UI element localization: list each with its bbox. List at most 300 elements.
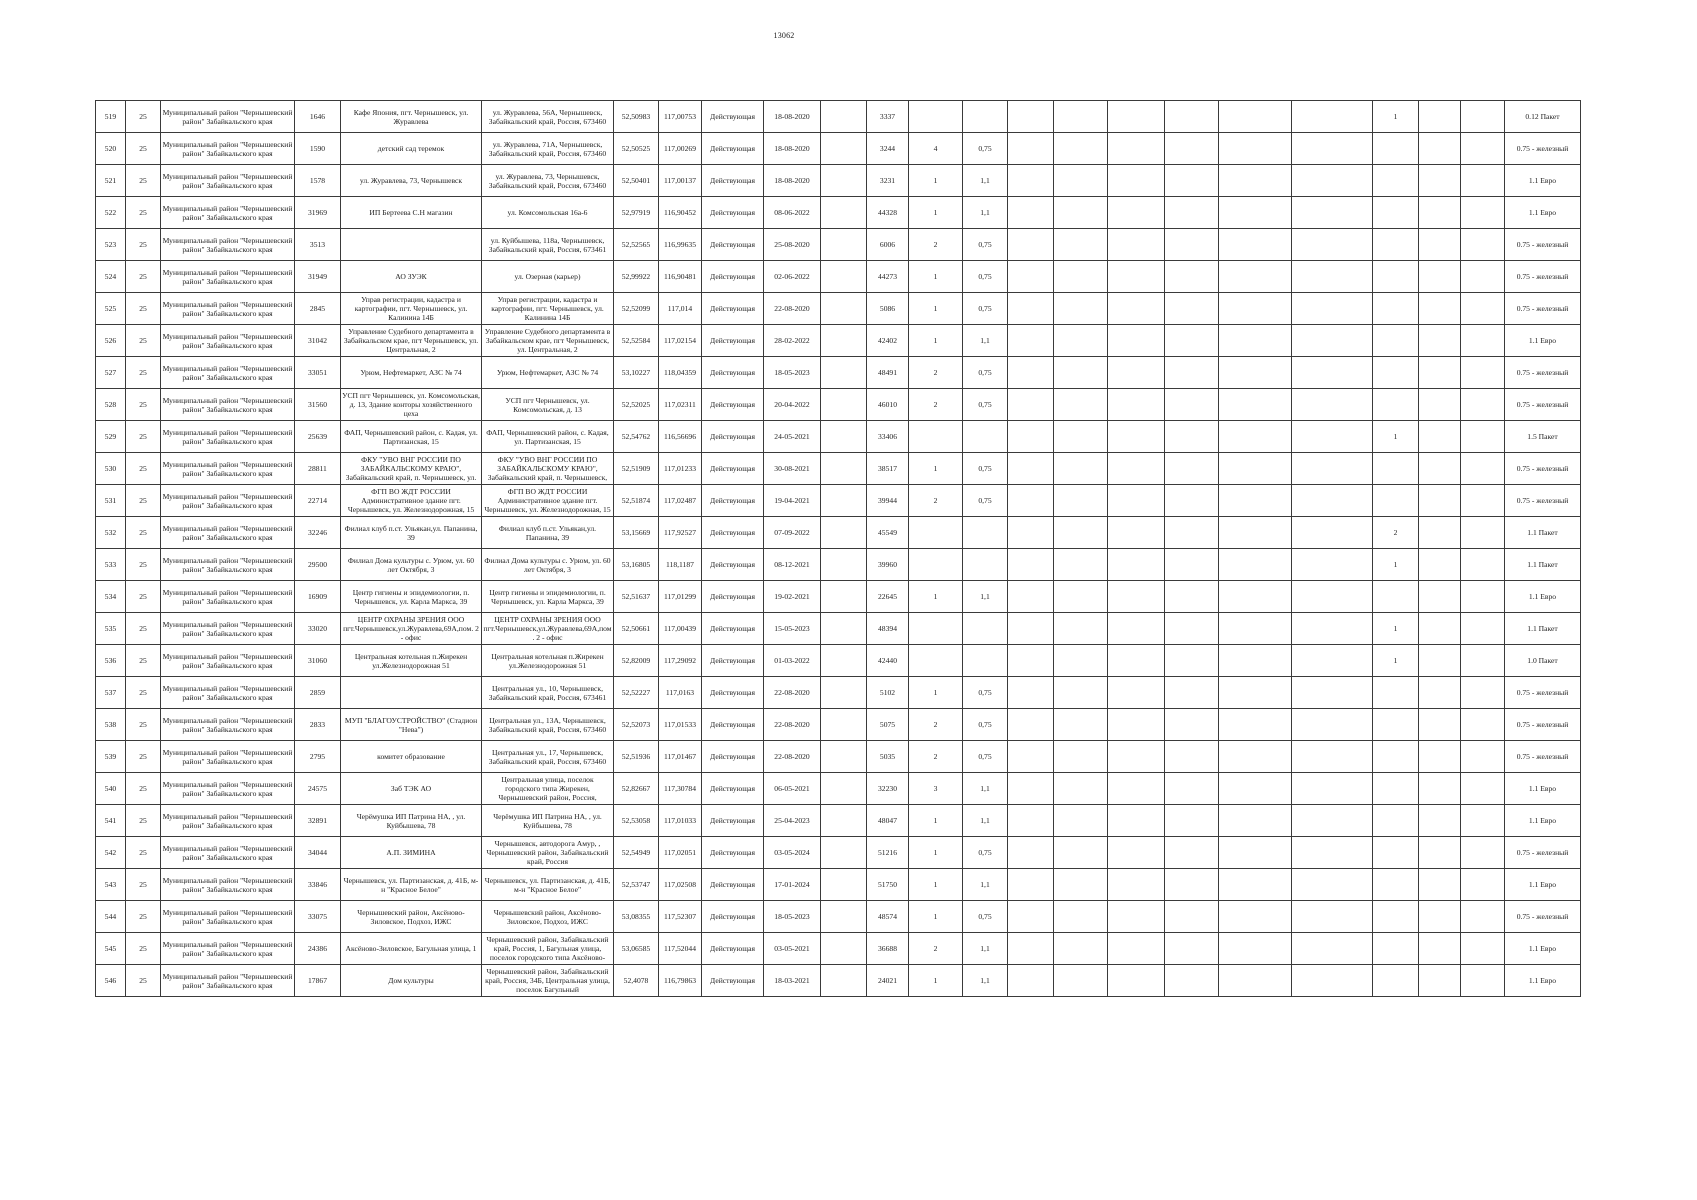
cell-region-code xyxy=(126,645,161,677)
table-row xyxy=(96,677,1581,709)
cell-status xyxy=(702,869,764,901)
cell-address xyxy=(482,357,614,389)
cell-row-number-text: 535 xyxy=(104,624,117,633)
cell-row-number xyxy=(96,261,126,293)
cell-empty xyxy=(1419,645,1461,677)
cell-longitude-text: 117,52044 xyxy=(664,944,696,953)
cell-bag-count xyxy=(1373,741,1419,773)
cell-latitude xyxy=(614,517,659,549)
cell-region-code-text: 25 xyxy=(139,400,147,409)
cell-volume-text: 1,1 xyxy=(980,592,990,601)
cell-status xyxy=(702,805,764,837)
cell-volume xyxy=(963,933,1008,965)
cell-site-name-text: детский сад теремок xyxy=(377,144,445,153)
table-row xyxy=(96,613,1581,645)
cell-registry-number xyxy=(867,581,909,613)
cell-container-count xyxy=(909,549,963,581)
cell-address xyxy=(482,197,614,229)
cell-container-type xyxy=(1505,709,1581,741)
cell-municipality-text: Муниципальный район "Чернышевский район" Забайкальского края xyxy=(162,971,293,990)
cell-bag-count xyxy=(1373,869,1419,901)
cell-row-number-text: 526 xyxy=(104,336,117,345)
cell-empty xyxy=(1054,325,1108,357)
cell-municipality-text: Муниципальный район "Чернышевский район" Забайкальского края xyxy=(162,715,293,734)
cell-empty xyxy=(1165,101,1219,133)
cell-region-code xyxy=(126,517,161,549)
cell-site-name-text: Управление Судебного департамента в Забайкальском крае, пгт Чернышевск, ул. Центральная, 2 xyxy=(343,327,479,354)
cell-latitude-text: 52,50983 xyxy=(621,112,651,121)
cell-site-name xyxy=(341,261,482,293)
table-row xyxy=(96,933,1581,965)
cell-site-id-text: 1578 xyxy=(309,176,326,185)
cell-address xyxy=(482,229,614,261)
cell-bag-count-text: 2 xyxy=(1393,528,1398,537)
cell-empty xyxy=(1219,101,1292,133)
cell-region-code xyxy=(126,869,161,901)
cell-latitude xyxy=(614,869,659,901)
cell-empty xyxy=(1054,453,1108,485)
cell-date-text: 08-12-2021 xyxy=(774,560,810,569)
cell-empty xyxy=(1108,261,1165,293)
cell-container-type xyxy=(1505,517,1581,549)
cell-region-code xyxy=(126,133,161,165)
cell-date-text: 19-04-2021 xyxy=(774,496,810,505)
cell-container-type xyxy=(1505,197,1581,229)
cell-date-text: 25-08-2020 xyxy=(774,240,810,249)
cell-container-type xyxy=(1505,869,1581,901)
cell-row-number xyxy=(96,709,126,741)
cell-longitude xyxy=(659,549,702,581)
cell-volume-text: 1,1 xyxy=(980,176,990,185)
cell-row-number-text: 519 xyxy=(104,112,117,121)
cell-container-type-text: 0.12 Пакет xyxy=(1525,112,1560,121)
cell-registry-number-text: 44328 xyxy=(878,208,897,217)
cell-status-text: Действующая xyxy=(710,816,755,825)
cell-row-number xyxy=(96,773,126,805)
cell-container-type-text: 1.1 Пакет xyxy=(1527,624,1558,633)
cell-site-id-text: 31949 xyxy=(308,272,327,281)
cell-row-number xyxy=(96,549,126,581)
cell-status-text: Действующая xyxy=(710,592,755,601)
cell-registry-number xyxy=(867,517,909,549)
cell-container-type xyxy=(1505,357,1581,389)
cell-site-id-text: 16909 xyxy=(308,592,327,601)
cell-date xyxy=(764,165,821,197)
cell-latitude xyxy=(614,485,659,517)
cell-status-text: Действующая xyxy=(710,176,755,185)
cell-empty xyxy=(1461,229,1505,261)
cell-site-id-text: 31060 xyxy=(308,656,327,665)
cell-empty xyxy=(1219,325,1292,357)
cell-volume-text: 1,1 xyxy=(980,208,990,217)
cell-region-code-text: 25 xyxy=(139,752,147,761)
cell-municipality-text: Муниципальный район "Чернышевский район" Забайкальского края xyxy=(162,619,293,638)
cell-container-type-text: 1.1 Евро xyxy=(1528,336,1557,345)
cell-empty xyxy=(1108,517,1165,549)
cell-address-text: Урюм, Нефтемаркет, АЗС № 74 xyxy=(496,368,599,377)
cell-date-text: 01-03-2022 xyxy=(774,656,810,665)
cell-empty xyxy=(1108,869,1165,901)
cell-longitude-text: 117,01467 xyxy=(664,752,696,761)
cell-empty xyxy=(1292,549,1373,581)
cell-latitude-text: 52,52584 xyxy=(621,336,651,345)
cell-container-type xyxy=(1505,965,1581,997)
cell-registry-number xyxy=(867,293,909,325)
cell-longitude xyxy=(659,901,702,933)
cell-latitude xyxy=(614,933,659,965)
cell-container-count-text: 2 xyxy=(933,496,938,505)
cell-latitude xyxy=(614,357,659,389)
cell-empty xyxy=(1008,549,1054,581)
cell-container-type-text: 1.1 Евро xyxy=(1528,176,1557,185)
cell-row-number-text: 527 xyxy=(104,368,117,377)
cell-empty xyxy=(1461,325,1505,357)
cell-empty xyxy=(1008,133,1054,165)
cell-empty xyxy=(1108,837,1165,869)
cell-empty xyxy=(1419,709,1461,741)
cell-date-text: 18-08-2020 xyxy=(774,144,810,153)
cell-container-count xyxy=(909,293,963,325)
cell-latitude-text: 53,08355 xyxy=(621,912,651,921)
cell-registry-number-text: 24021 xyxy=(878,976,897,985)
cell-empty xyxy=(1292,517,1373,549)
cell-date-text: 30-08-2021 xyxy=(774,464,810,473)
cell-empty xyxy=(1108,901,1165,933)
cell-row-number-text: 539 xyxy=(104,752,117,761)
cell-latitude-text: 52,52565 xyxy=(621,240,651,249)
cell-row-number-text: 537 xyxy=(104,688,117,697)
cell-registry-number-text: 38517 xyxy=(878,464,897,473)
cell-address-text: Центр гигиены и эпидемиологии, п. Чернышевск, ул. Карла Маркса, 39 xyxy=(489,587,606,606)
cell-container-type-text: 1.5 Пакет xyxy=(1527,432,1558,441)
cell-region-code xyxy=(126,965,161,997)
cell-empty xyxy=(1219,965,1292,997)
cell-volume xyxy=(963,389,1008,421)
cell-longitude-text: 117,00753 xyxy=(664,112,696,121)
cell-registry-number-text: 3244 xyxy=(879,144,896,153)
cell-municipality-text: Муниципальный район "Чернышевский район" Забайкальского края xyxy=(162,651,293,670)
cell-site-name-text: Чернышевский район, Аксёново-Зиловское, Подхоз, ИЖС xyxy=(357,907,465,926)
cell-empty xyxy=(1461,357,1505,389)
table-row xyxy=(96,549,1581,581)
cell-address-text: ул. Комсомольская 16а-6 xyxy=(507,208,588,217)
cell-container-count xyxy=(909,517,963,549)
cell-empty xyxy=(1419,869,1461,901)
cell-empty xyxy=(1165,837,1219,869)
cell-latitude xyxy=(614,197,659,229)
cell-registry-number-text: 39944 xyxy=(878,496,897,505)
cell-site-name-text: УСП пгт Чернышевск, ул. Комсомольская, д. 13, Здание конторы хозяйственного цеха xyxy=(342,391,480,418)
cell-volume-text: 0,75 xyxy=(978,368,992,377)
cell-site-name xyxy=(341,357,482,389)
cell-volume xyxy=(963,901,1008,933)
cell-date xyxy=(764,357,821,389)
cell-empty xyxy=(1008,389,1054,421)
cell-bag-count xyxy=(1373,933,1419,965)
cell-region-code-text: 25 xyxy=(139,880,147,889)
cell-row-number-text: 523 xyxy=(104,240,117,249)
cell-latitude xyxy=(614,101,659,133)
cell-empty xyxy=(1054,645,1108,677)
cell-region-code xyxy=(126,453,161,485)
cell-region-code-text: 25 xyxy=(139,240,147,249)
cell-bag-count xyxy=(1373,357,1419,389)
cell-empty xyxy=(821,485,867,517)
cell-empty xyxy=(1108,965,1165,997)
cell-container-type xyxy=(1505,261,1581,293)
cell-address xyxy=(482,741,614,773)
cell-empty xyxy=(1165,709,1219,741)
cell-date xyxy=(764,453,821,485)
cell-volume-text: 1,1 xyxy=(980,784,990,793)
cell-container-count-text: 3 xyxy=(933,784,938,793)
cell-region-code-text: 25 xyxy=(139,272,147,281)
cell-address-text: Центральная котельная п.Жирекен ул.Железнодорожная 51 xyxy=(491,651,604,670)
cell-latitude-text: 52,51637 xyxy=(621,592,651,601)
cell-site-id xyxy=(295,613,341,645)
cell-empty xyxy=(1108,613,1165,645)
cell-registry-number xyxy=(867,197,909,229)
cell-date xyxy=(764,485,821,517)
cell-municipality xyxy=(161,645,295,677)
table-row xyxy=(96,581,1581,613)
cell-bag-count xyxy=(1373,581,1419,613)
cell-container-count xyxy=(909,133,963,165)
cell-row-number xyxy=(96,901,126,933)
cell-container-type-text: 0.75 - железный xyxy=(1516,912,1569,921)
cell-container-count-text: 1 xyxy=(933,208,938,217)
cell-region-code xyxy=(126,357,161,389)
cell-date-text: 07-09-2022 xyxy=(774,528,810,537)
cell-empty xyxy=(821,261,867,293)
cell-volume-text: 0,75 xyxy=(978,848,992,857)
cell-longitude-text: 116,90481 xyxy=(664,272,696,281)
cell-empty xyxy=(1008,485,1054,517)
cell-empty xyxy=(1108,133,1165,165)
cell-registry-number-text: 45549 xyxy=(878,528,897,537)
cell-empty xyxy=(1165,965,1219,997)
cell-volume-text: 0,75 xyxy=(978,752,992,761)
cell-longitude-text: 117,00137 xyxy=(664,176,696,185)
cell-container-type xyxy=(1505,837,1581,869)
cell-container-count xyxy=(909,229,963,261)
table-row xyxy=(96,773,1581,805)
cell-empty xyxy=(1165,517,1219,549)
cell-registry-number-text: 42440 xyxy=(878,656,897,665)
cell-container-type-text: 1.1 Пакет xyxy=(1527,528,1558,537)
cell-site-name xyxy=(341,453,482,485)
cell-latitude xyxy=(614,805,659,837)
cell-empty xyxy=(1219,805,1292,837)
cell-longitude-text: 117,014 xyxy=(667,304,693,313)
cell-date xyxy=(764,805,821,837)
cell-container-type xyxy=(1505,453,1581,485)
cell-container-type xyxy=(1505,165,1581,197)
cell-container-count xyxy=(909,709,963,741)
cell-site-id xyxy=(295,549,341,581)
cell-empty xyxy=(1419,133,1461,165)
cell-site-id-text: 1646 xyxy=(309,112,326,121)
cell-empty xyxy=(1219,933,1292,965)
cell-municipality-text: Муниципальный район "Чернышевский район" Забайкальского края xyxy=(162,203,293,222)
cell-date xyxy=(764,869,821,901)
cell-latitude xyxy=(614,965,659,997)
cell-region-code-text: 25 xyxy=(139,464,147,473)
cell-empty xyxy=(1108,645,1165,677)
cell-empty xyxy=(1219,293,1292,325)
cell-empty xyxy=(1461,389,1505,421)
cell-empty xyxy=(1419,229,1461,261)
cell-address-text: Центральная ул., 17, Чернышевск, Забайкальский край, Россия, 673460 xyxy=(488,747,607,766)
cell-empty xyxy=(1008,165,1054,197)
cell-status-text: Действующая xyxy=(710,656,755,665)
cell-site-id-text: 33051 xyxy=(308,368,327,377)
cell-longitude xyxy=(659,741,702,773)
cell-volume xyxy=(963,229,1008,261)
cell-container-count-text: 1 xyxy=(933,272,938,281)
cell-row-number xyxy=(96,837,126,869)
cell-empty xyxy=(1108,197,1165,229)
cell-date-text: 18-08-2020 xyxy=(774,176,810,185)
cell-region-code xyxy=(126,933,161,965)
cell-status xyxy=(702,421,764,453)
cell-empty xyxy=(1219,901,1292,933)
cell-container-count xyxy=(909,965,963,997)
cell-empty xyxy=(1165,677,1219,709)
cell-date xyxy=(764,773,821,805)
cell-status xyxy=(702,293,764,325)
cell-container-type xyxy=(1505,933,1581,965)
cell-municipality xyxy=(161,901,295,933)
cell-site-name xyxy=(341,517,482,549)
table-row xyxy=(96,965,1581,997)
cell-site-name-text: Дом культуры xyxy=(388,976,434,985)
cell-container-count-text: 2 xyxy=(933,240,938,249)
cell-address xyxy=(482,837,614,869)
cell-row-number xyxy=(96,805,126,837)
cell-empty xyxy=(1292,805,1373,837)
cell-empty xyxy=(1108,453,1165,485)
cell-longitude xyxy=(659,101,702,133)
cell-container-count-text: 1 xyxy=(933,592,938,601)
cell-latitude xyxy=(614,709,659,741)
cell-registry-number-text: 39960 xyxy=(878,560,897,569)
cell-registry-number-text: 22645 xyxy=(878,592,897,601)
cell-longitude-text: 117,01299 xyxy=(664,592,696,601)
cell-container-count-text: 2 xyxy=(933,720,938,729)
cell-empty xyxy=(821,869,867,901)
cell-container-type-text: 0.75 - железный xyxy=(1516,144,1569,153)
cell-empty xyxy=(1054,229,1108,261)
cell-region-code xyxy=(126,229,161,261)
cell-registry-number-text: 44273 xyxy=(878,272,897,281)
cell-site-id-text: 32891 xyxy=(308,816,327,825)
cell-status xyxy=(702,837,764,869)
cell-empty xyxy=(1292,389,1373,421)
table-row xyxy=(96,901,1581,933)
cell-volume xyxy=(963,133,1008,165)
cell-site-name-text: Заб ТЭК АО xyxy=(390,784,432,793)
cell-date-text: 18-03-2021 xyxy=(774,976,810,985)
cell-empty xyxy=(1054,357,1108,389)
cell-container-count-text: 2 xyxy=(933,368,938,377)
cell-registry-number xyxy=(867,357,909,389)
cell-site-id xyxy=(295,485,341,517)
cell-volume xyxy=(963,325,1008,357)
cell-municipality xyxy=(161,869,295,901)
cell-empty xyxy=(1219,869,1292,901)
cell-volume xyxy=(963,485,1008,517)
cell-empty xyxy=(1419,613,1461,645)
cell-empty xyxy=(821,677,867,709)
cell-region-code-text: 25 xyxy=(139,528,147,537)
cell-empty xyxy=(1461,293,1505,325)
cell-container-count-text: 2 xyxy=(933,752,938,761)
cell-registry-number xyxy=(867,229,909,261)
cell-address-text: ФАП, Чернышевский район, с. Кадая, ул. Партизанская, 15 xyxy=(486,427,609,446)
cell-container-type xyxy=(1505,677,1581,709)
cell-registry-number xyxy=(867,261,909,293)
cell-site-name-text: Черёмушка ИП Патрина НА, , ул. Куйбышева, 78 xyxy=(356,811,466,830)
cell-volume xyxy=(963,549,1008,581)
cell-row-number-text: 521 xyxy=(104,176,117,185)
cell-address-text: Чернышевск, автодорога Амур, , Чернышевский район, Забайкальский край, Россия xyxy=(486,839,609,866)
cell-empty xyxy=(1461,517,1505,549)
cell-date-text: 24-05-2021 xyxy=(774,432,810,441)
cell-date xyxy=(764,741,821,773)
cell-empty xyxy=(1461,677,1505,709)
cell-address-text: ул. Журавлева, 71А, Чернышевск, Забайкальский край, Россия, 673460 xyxy=(488,139,607,158)
cell-date xyxy=(764,901,821,933)
table-row xyxy=(96,805,1581,837)
cell-empty xyxy=(1108,677,1165,709)
cell-empty xyxy=(1461,773,1505,805)
cell-bag-count-text: 1 xyxy=(1393,560,1398,569)
cell-registry-number xyxy=(867,613,909,645)
cell-address xyxy=(482,261,614,293)
cell-empty xyxy=(1219,645,1292,677)
cell-row-number xyxy=(96,133,126,165)
cell-longitude xyxy=(659,869,702,901)
table-row xyxy=(96,741,1581,773)
cell-region-code xyxy=(126,613,161,645)
cell-address xyxy=(482,933,614,965)
cell-municipality xyxy=(161,837,295,869)
cell-empty xyxy=(1008,837,1054,869)
cell-date-text: 18-05-2023 xyxy=(774,912,810,921)
cell-municipality xyxy=(161,741,295,773)
cell-bag-count xyxy=(1373,421,1419,453)
cell-site-id xyxy=(295,677,341,709)
cell-container-type xyxy=(1505,229,1581,261)
cell-status xyxy=(702,165,764,197)
cell-status xyxy=(702,581,764,613)
cell-date xyxy=(764,933,821,965)
cell-site-name-text: ФГП ВО ЖДТ РОССИИ Административное здание пгт. Чернышевск, ул. Железнодорожная, 15 xyxy=(347,487,475,514)
cell-latitude-text: 52,52227 xyxy=(621,688,651,697)
cell-latitude-text: 53,15669 xyxy=(621,528,651,537)
cell-registry-number xyxy=(867,933,909,965)
cell-municipality-text: Муниципальный район "Чернышевский район" Забайкальского края xyxy=(162,843,293,862)
cell-empty xyxy=(1219,549,1292,581)
cell-site-name xyxy=(341,165,482,197)
cell-address xyxy=(482,805,614,837)
cell-site-id xyxy=(295,325,341,357)
cell-site-id xyxy=(295,229,341,261)
cell-empty xyxy=(1108,933,1165,965)
cell-status-text: Действующая xyxy=(710,848,755,857)
cell-empty xyxy=(1008,773,1054,805)
